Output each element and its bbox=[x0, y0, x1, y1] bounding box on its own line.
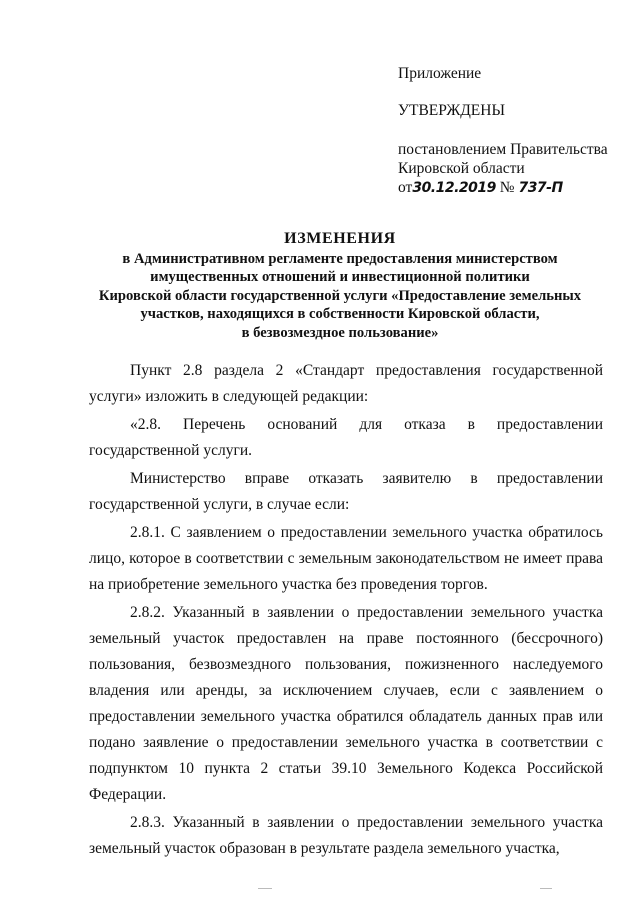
scan-mark bbox=[258, 888, 272, 889]
number-prefix: № bbox=[499, 179, 515, 196]
body-paragraph: 2.8.1. С заявлением о предоставлении земельного участка обратилось лицо, которое в соответствии с земельным законодательством не имеет права на приобретение земельного участка без проведения торгов. bbox=[89, 524, 603, 593]
title-line: имущественных отношений и инвестиционной политики bbox=[150, 269, 530, 286]
decree-date-line bbox=[398, 178, 623, 198]
scan-mark bbox=[540, 888, 552, 889]
title-line: Кировской области государственной услуги «Предоставление земельных bbox=[98, 287, 582, 304]
date-prefix: от bbox=[398, 179, 413, 196]
body-paragraph: «2.8. Перечень оснований для отказа в предоставлении государственной услуги. bbox=[89, 416, 603, 459]
handwritten-date: 30.12.2019 bbox=[412, 180, 496, 196]
title-heading: ИЗМЕНЕНИЯ bbox=[284, 230, 396, 247]
decree-line-2: Кировской области bbox=[398, 160, 525, 177]
approved-label: УТВЕРЖДЕНЫ bbox=[398, 102, 505, 119]
document-title bbox=[80, 230, 600, 343]
title-line: участков, находящихся в собственности Кировской области, bbox=[140, 306, 540, 323]
title-line: в безвозмездное пользование» bbox=[241, 324, 439, 341]
title-line: в Административном регламенте предоставления министерством bbox=[122, 250, 558, 267]
handwritten-number: 737-П bbox=[518, 180, 563, 196]
decree-line-1: постановлением Правительства bbox=[398, 141, 608, 158]
body-paragraph: Пункт 2.8 раздела 2 «Стандарт предоставления государственной услуги» изложить в следующей редакции: bbox=[89, 362, 603, 405]
approval-stamp bbox=[398, 64, 623, 198]
body-paragraph: 2.8.3. Указанный в заявлении о предоставлении земельного участка земельный участок образован в результате раздела земельного участка, bbox=[89, 814, 603, 857]
document-body bbox=[89, 358, 603, 862]
body-paragraph: Министерство вправе отказать заявителю в предоставлении государственной услуги, в случае если: bbox=[89, 470, 603, 513]
body-paragraph: 2.8.2. Указанный в заявлении о предоставлении земельного участка земельный участок предоставлен на праве постоянного (бессрочного) пользования, безвозмездного пользования, пожизненного наследуемого владения или аренды, за исключением случаев, если с заявлением о предоставлении земельного участка обратился обладатель данных прав или подано заявление о предоставлении земельного участка в соответствии с подпунктом 10 пункта 2 статьи 39.10 Земельного Кодекса Российской Федерации. bbox=[89, 604, 603, 803]
appendix-label: Приложение bbox=[398, 65, 482, 82]
